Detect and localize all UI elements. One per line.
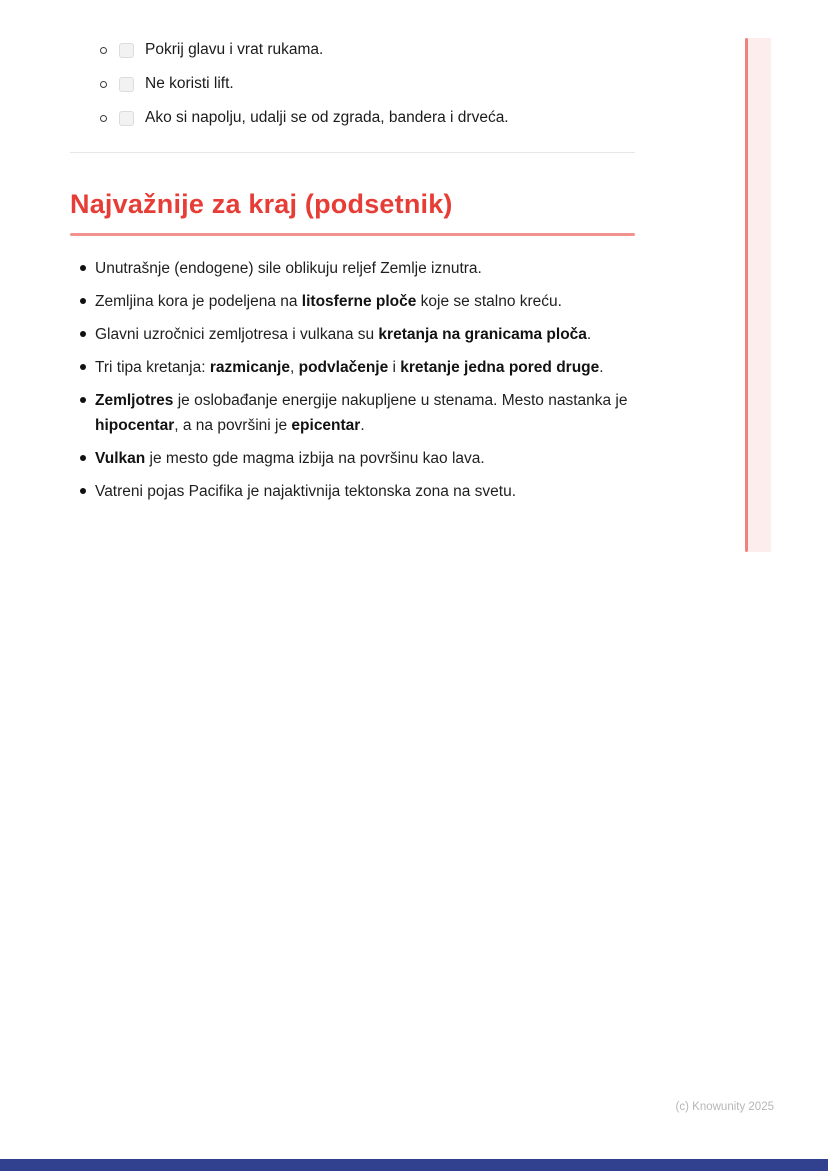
circle-bullet-icon bbox=[100, 47, 107, 54]
bullet-list bbox=[80, 256, 635, 504]
checklist-item-label: Ne koristi lift. bbox=[145, 75, 234, 92]
checkbox[interactable] bbox=[119, 43, 134, 58]
section-divider bbox=[70, 152, 635, 153]
bullet-dot-icon bbox=[80, 397, 86, 403]
checklist bbox=[100, 40, 635, 128]
circle-bullet-icon bbox=[100, 115, 107, 122]
checklist-item bbox=[100, 74, 635, 94]
bullet-dot-icon bbox=[80, 455, 86, 461]
section-title: Najvažnije za kraj (podsetnik) bbox=[70, 189, 453, 219]
scroll-track[interactable] bbox=[748, 38, 771, 552]
title-underline bbox=[70, 233, 635, 236]
content-area bbox=[70, 0, 635, 512]
list-item-text: Zemljotres je oslobađanje energije nakupljene u stenama. Mesto nastanka je hipocentar, a na površini je epicentar. bbox=[95, 392, 628, 434]
list-item-text: Tri tipa kretanja: razmicanje, podvlačenje i kretanje jedna pored druge. bbox=[95, 359, 604, 376]
list-item bbox=[80, 289, 635, 314]
bullet-dot-icon bbox=[80, 331, 86, 337]
list-item-text: Glavni uzročnici zemljotresa i vulkana su kretanja na granicama ploča. bbox=[95, 326, 592, 343]
checkbox[interactable] bbox=[119, 77, 134, 92]
list-item-text: Unutrašnje (endogene) sile oblikuju reljef Zemlje iznutra. bbox=[95, 260, 482, 277]
checklist-item-label: Pokrij glavu i vrat rukama. bbox=[145, 41, 324, 58]
list-item bbox=[80, 322, 635, 347]
bullet-dot-icon bbox=[80, 265, 86, 271]
bottom-bar bbox=[0, 1159, 828, 1171]
list-item bbox=[80, 479, 635, 504]
list-item-text: Vulkan je mesto gde magma izbija na površinu kao lava. bbox=[95, 450, 485, 467]
checklist-item-label: Ako si napolju, udalji se od zgrada, bandera i drveća. bbox=[145, 109, 509, 126]
checklist-item bbox=[100, 40, 635, 60]
list-item bbox=[80, 256, 635, 281]
scroll-indicator[interactable] bbox=[745, 38, 771, 552]
footer-credit: (c) Knowunity 2025 bbox=[675, 1101, 774, 1113]
list-item-text: Vatreni pojas Pacifika je najaktivnija tektonska zona na svetu. bbox=[95, 483, 517, 500]
list-item bbox=[80, 446, 635, 471]
circle-bullet-icon bbox=[100, 81, 107, 88]
bullet-dot-icon bbox=[80, 488, 86, 494]
list-item-text: Zemljina kora je podeljena na litosferne ploče koje se stalno kreću. bbox=[95, 293, 562, 310]
checkbox[interactable] bbox=[119, 111, 134, 126]
bullet-dot-icon bbox=[80, 364, 86, 370]
bullet-dot-icon bbox=[80, 298, 86, 304]
list-item bbox=[80, 388, 635, 438]
list-item bbox=[80, 355, 635, 380]
checklist-item bbox=[100, 108, 635, 128]
